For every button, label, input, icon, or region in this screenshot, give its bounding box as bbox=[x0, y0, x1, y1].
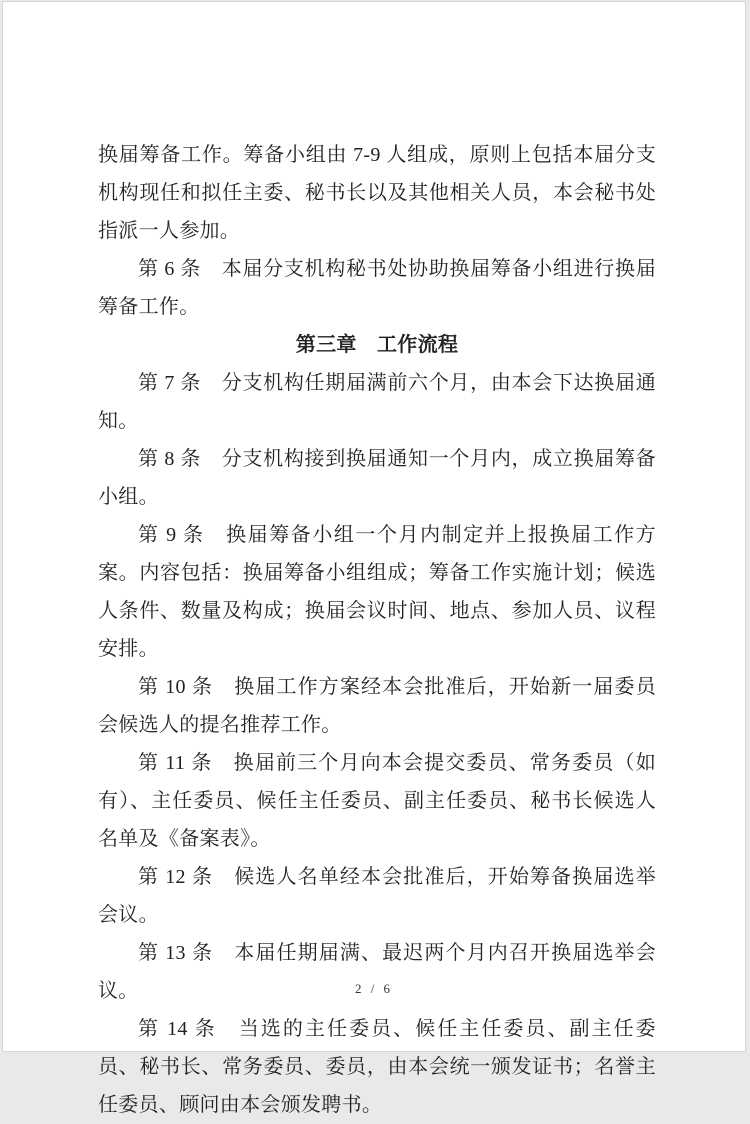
article-13-paragraph: 第 13 条 本届任期届满、最迟两个月内召开换届选举会议。 bbox=[98, 942, 656, 1002]
article-10-paragraph: 第 10 条 换届工作方案经本会批准后，开始新一届委员会候选人的提名推荐工作。 bbox=[98, 676, 656, 736]
article-8-paragraph: 第 8 条 分支机构接到换届通知一个月内，成立换届筹备小组。 bbox=[98, 448, 656, 508]
article-11-paragraph: 第 11 条 换届前三个月向本会提交委员、常务委员（如有）、主任委员、候任主任委员、副主任委员、秘书长候选人名单及《备案表》。 bbox=[98, 752, 656, 850]
document-page-sheet bbox=[2, 1, 746, 1116]
article-9-paragraph: 第 9 条 换届筹备小组一个月内制定并上报换届工作方案。内容包括：换届筹备小组组成；筹备工作实施计划；候选人条件、数量及构成；换届会议时间、地点、参加人员、议程安排。 bbox=[98, 524, 656, 660]
chapter-3-heading: 第三章 工作流程 bbox=[295, 334, 459, 356]
document-body bbox=[98, 136, 656, 1124]
article-14-paragraph: 第 14 条 当选的主任委员、候任主任委员、副主任委员、秘书长、常务委员、委员，由本会统一颁发证书；名誉主任委员、顾问由本会颁发聘书。 bbox=[98, 1018, 656, 1116]
article-12-paragraph: 第 12 条 候选人名单经本会批准后，开始筹备换届选举会议。 bbox=[98, 866, 656, 926]
page-number: 2 / 6 bbox=[354, 981, 394, 996]
article-6-paragraph: 第 6 条 本届分支机构秘书处协助换届筹备小组进行换届筹备工作。 bbox=[98, 258, 656, 318]
body-paragraph-continuation: 换届筹备工作。筹备小组由 7-9 人组成，原则上包括本届分支机构现任和拟任主委、秘书长以及其他相关人员，本会秘书处指派一人参加。 bbox=[98, 144, 656, 242]
article-7-paragraph: 第 7 条 分支机构任期届满前六个月，由本会下达换届通知。 bbox=[98, 372, 656, 432]
